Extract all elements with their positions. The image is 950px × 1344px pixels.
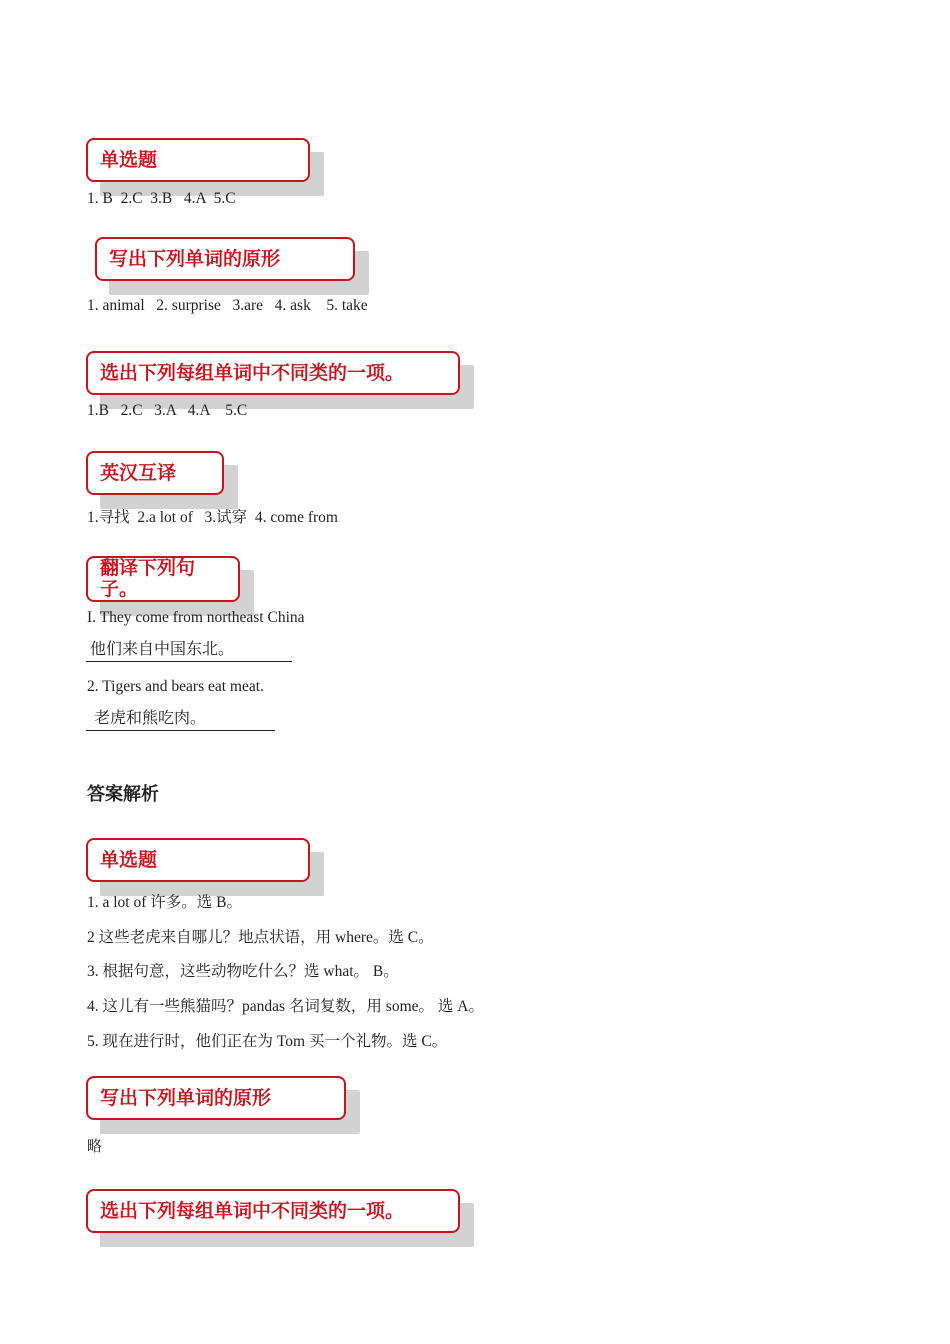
section-header-translation (86, 451, 224, 495)
analysis-line-1: 1. a lot of 许多。选 B。 (87, 894, 242, 911)
sentence-answer-2: 老虎和熊吃肉。 (86, 707, 275, 731)
sentence-question-1: I. They come from northeast China (87, 609, 305, 626)
header-label: 写出下列单词的原形 (109, 247, 281, 270)
analysis-header-odd-one-out (86, 1189, 460, 1233)
analysis-title: 答案解析 (87, 784, 159, 805)
header-label: 单选题 (100, 848, 158, 871)
answer-line-word-forms: 1. animal 2. surprise 3.are 4. ask 5. take (87, 297, 368, 314)
analysis-omitted: 略 (87, 1137, 103, 1155)
header-label: 英汉互译 (100, 461, 177, 484)
sentence-question-2: 2. Tigers and bears eat meat. (87, 678, 264, 695)
header-label: 翻译下列句子。 (100, 557, 196, 600)
analysis-line-3: 3. 根据句意，这些动物吃什么？选 what。 B。 (87, 963, 399, 980)
section-header-single-choice (86, 138, 310, 182)
section-header-word-forms (95, 237, 355, 281)
sentence-answer-1: 他们来自中国东北。 (86, 638, 292, 662)
analysis-header-single-choice (86, 838, 310, 882)
analysis-line-5: 5. 现在进行时，他们正在为 Tom 买一个礼物。选 C。 (87, 1033, 448, 1050)
section-header-odd-one-out (86, 351, 460, 395)
header-label: 选出下列每组单词中不同类的一项。 (100, 361, 405, 384)
analysis-line-4: 4. 这儿有一些熊猫吗？pandas 名词复数，用 some。 选 A。 (87, 998, 484, 1015)
analysis-line-2: 2 这些老虎来自哪儿？地点状语，用 where。选 C。 (87, 929, 434, 946)
answer-line-translation: 1.寻找 2.a lot of 3.试穿 4. come from (87, 509, 338, 526)
header-label: 选出下列每组单词中不同类的一项。 (100, 1199, 405, 1222)
section-header-sentences (86, 556, 240, 602)
header-label: 写出下列单词的原形 (100, 1086, 272, 1109)
analysis-header-word-forms (86, 1076, 346, 1120)
answer-line-single-choice: 1. B 2.C 3.B 4.A 5.C (87, 190, 236, 207)
header-label: 单选题 (100, 148, 158, 171)
answer-line-odd-one-out: 1.B 2.C 3.A 4.A 5.C (87, 402, 248, 419)
